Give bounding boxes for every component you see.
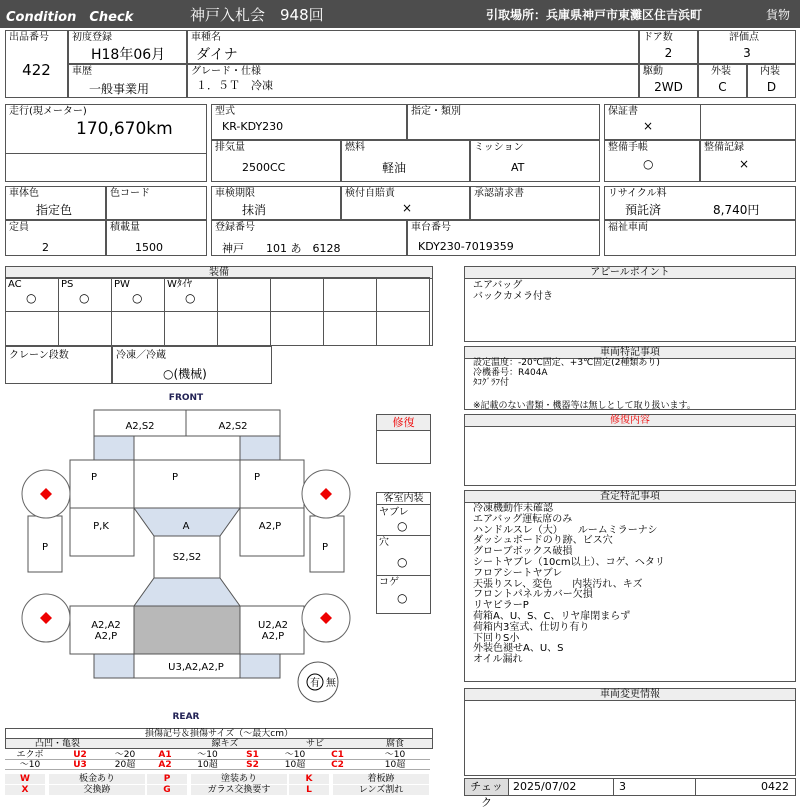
inspector-panel bbox=[464, 490, 796, 682]
auction-name: 神戸入札会 948回 bbox=[190, 6, 324, 24]
inspector-title: 査定特記事項 bbox=[465, 491, 795, 503]
equipment-cell bbox=[323, 277, 377, 312]
liability-box bbox=[341, 186, 470, 220]
damage-rear-bumper: U3,A2,A2,P bbox=[168, 662, 224, 673]
legend-cell: ～20 bbox=[105, 750, 145, 760]
repair-content-panel bbox=[464, 414, 796, 486]
legend-cell: ～10 bbox=[185, 750, 230, 760]
damage-fender-left: P bbox=[90, 472, 98, 483]
header-bar bbox=[0, 0, 800, 28]
cabin-hole-value: ○ bbox=[397, 555, 408, 569]
recycle-amount: 8,740円 bbox=[713, 203, 760, 217]
manual-value: ○ bbox=[643, 157, 654, 171]
taillight-right bbox=[240, 654, 280, 678]
car-name-box bbox=[187, 30, 639, 64]
legend-cell: ～10 bbox=[360, 750, 430, 760]
legend-cell: S1 bbox=[230, 750, 275, 760]
special-line: 設定温度：-20℃固定、+3℃固定(2種類あり) bbox=[473, 358, 660, 368]
displacement-box bbox=[211, 140, 341, 182]
cabin-tear-label: ヤブレ bbox=[379, 507, 409, 518]
equipment-label: PW bbox=[114, 279, 130, 290]
mission-box bbox=[470, 140, 600, 182]
rating-label: 評価点 bbox=[729, 32, 759, 43]
interior-box bbox=[747, 64, 796, 98]
cabin-burn-label: コゲ bbox=[379, 577, 399, 588]
first-reg-label: 初度登録 bbox=[72, 32, 112, 43]
vehicle-category: 貨物 bbox=[766, 8, 791, 22]
exterior-value: C bbox=[718, 80, 727, 94]
equipment-cell bbox=[323, 311, 377, 346]
approval-label: 承認請求書 bbox=[474, 188, 524, 199]
inspector-line: オイル漏れ bbox=[473, 654, 523, 666]
appeal-line: バックカメラ付き bbox=[473, 291, 553, 302]
drive-value: 2WD bbox=[654, 80, 683, 94]
mileage-box bbox=[5, 104, 207, 182]
rating-box bbox=[698, 30, 796, 64]
change-panel bbox=[464, 688, 796, 776]
legend-cell: U3 bbox=[55, 760, 105, 770]
cabin-panel bbox=[376, 492, 431, 614]
headlight-left bbox=[94, 436, 134, 460]
legend-code-text: 塗装あり bbox=[191, 774, 287, 784]
rating-value: 3 bbox=[743, 46, 751, 60]
recycle-status: 預託済 bbox=[625, 203, 662, 217]
damage-rear-left: A2,A2 A2,P bbox=[91, 620, 121, 642]
legend-code-text: ガラス交換要す bbox=[191, 785, 287, 795]
regno-value: 神戸 101 あ 6128 bbox=[222, 242, 341, 255]
equipment-cell bbox=[5, 311, 59, 346]
welfare-box bbox=[604, 220, 796, 256]
history-value: 一般事業用 bbox=[89, 82, 150, 96]
color-code-label: 色コード bbox=[110, 188, 150, 199]
freezer-label: 冷凍／冷蔵 bbox=[116, 350, 166, 361]
change-title: 車両変更情報 bbox=[465, 689, 795, 701]
recycle-box bbox=[604, 186, 796, 220]
legend-code: X bbox=[5, 785, 45, 795]
repair-box bbox=[376, 414, 431, 464]
cabin-title: 客室内装 bbox=[377, 493, 430, 505]
equipment-value: ○ bbox=[185, 291, 196, 305]
inspection-value: 抹消 bbox=[242, 203, 267, 217]
legend-cell: S2 bbox=[230, 760, 275, 770]
inspector-line: 荷箱A、U、S、C、リヤ扉閉まらず bbox=[473, 610, 631, 622]
rear-label: REAR bbox=[172, 712, 200, 722]
panel-door-left bbox=[70, 508, 134, 556]
check-code: 0422 bbox=[761, 780, 789, 793]
crane-label: クレーン段数 bbox=[9, 350, 69, 361]
designation-box bbox=[407, 104, 600, 140]
history-box bbox=[68, 64, 187, 98]
legend-cell: 20超 bbox=[105, 760, 145, 770]
interior-label: 内装 bbox=[760, 66, 780, 77]
headlight-right bbox=[240, 436, 280, 460]
equipment-cell bbox=[376, 311, 430, 346]
chassis-box bbox=[407, 220, 600, 256]
app-title: Condition Check bbox=[6, 10, 134, 25]
car-name-label: 車種名 bbox=[191, 32, 221, 43]
legend-cell: A1 bbox=[145, 750, 185, 760]
mileage-label: 走行(現メーター) bbox=[9, 106, 87, 117]
mileage-value: 170,670km bbox=[76, 119, 173, 139]
car-diagram bbox=[0, 388, 376, 724]
equipment-cell bbox=[270, 311, 324, 346]
legend-code-text: 板金あり bbox=[49, 774, 145, 784]
equipment-cell bbox=[111, 277, 165, 312]
rear-window bbox=[134, 578, 240, 606]
displacement-label: 排気量 bbox=[215, 142, 245, 153]
cabin-tear-value: ○ bbox=[397, 519, 408, 533]
legend-group-dent: 凸凹・亀裂 bbox=[34, 739, 80, 749]
damage-door-right: A2,P bbox=[258, 521, 282, 532]
inspector-line: ダッシュボードのり跡、ビス穴 bbox=[473, 535, 613, 547]
repair-content-title: 修復内容 bbox=[465, 415, 795, 427]
equipment-cell bbox=[270, 277, 324, 312]
grade-box bbox=[187, 64, 639, 98]
record-value: × bbox=[739, 157, 750, 171]
crane-box bbox=[5, 346, 112, 384]
equipment-cell bbox=[58, 311, 112, 346]
regno-label: 登録番号 bbox=[215, 222, 255, 233]
color-value: 指定色 bbox=[36, 203, 73, 217]
liability-value: × bbox=[402, 201, 413, 215]
lot-number: 422 bbox=[22, 61, 51, 79]
legend-cell: ～10 bbox=[275, 750, 315, 760]
damage-door-left: P,K bbox=[93, 521, 109, 532]
legend-cell: A2 bbox=[145, 760, 185, 770]
check-row bbox=[464, 778, 796, 809]
equipment-value: ○ bbox=[79, 291, 90, 305]
inspector-line: 冷凍機動作未確認 bbox=[473, 503, 553, 514]
first-reg-value: H18年06月 bbox=[91, 47, 166, 63]
manual-box bbox=[604, 140, 700, 182]
interior-value: D bbox=[766, 80, 777, 94]
exterior-label: 外装 bbox=[711, 66, 731, 77]
inspector-line: フロアシートヤブレ bbox=[473, 567, 563, 579]
equipment-cell bbox=[164, 277, 218, 312]
load-value: 1500 bbox=[135, 241, 163, 254]
liability-label: 検付自賠責 bbox=[345, 188, 395, 199]
capacity-label: 定員 bbox=[9, 222, 29, 233]
record-label: 整備記録 bbox=[704, 142, 744, 153]
drive-label: 駆動 bbox=[643, 66, 663, 77]
chassis-value: KDY230-7019359 bbox=[418, 240, 514, 253]
history-label: 車歴 bbox=[72, 66, 92, 77]
legend-cell: 10超 bbox=[275, 760, 315, 770]
cabin-burn-value: ○ bbox=[397, 591, 408, 605]
doors-box bbox=[639, 30, 698, 64]
exterior-box bbox=[698, 64, 747, 98]
fuel-value: 軽油 bbox=[382, 161, 407, 175]
repair-label: 修復 bbox=[377, 415, 430, 431]
damage-fender-right: P bbox=[253, 472, 261, 483]
designation-label: 指定・類別 bbox=[411, 106, 461, 117]
inspector-line: 外装色褪せA、U、S bbox=[473, 643, 564, 655]
legend-title: 損傷記号＆損傷サイズ（～最大cm） bbox=[5, 728, 433, 739]
legend-code: L bbox=[289, 785, 329, 795]
appeal-panel bbox=[464, 266, 796, 342]
lot-label: 出品番号 bbox=[9, 32, 49, 43]
panel-hood bbox=[134, 460, 240, 508]
displacement-value: 2500CC bbox=[242, 161, 286, 174]
panel-cargo bbox=[134, 606, 240, 654]
inspector-line: フロントパネルカバー欠損 bbox=[473, 589, 593, 601]
load-box bbox=[106, 220, 207, 256]
color-box bbox=[5, 186, 106, 220]
equipment-value: ○ bbox=[26, 291, 37, 305]
special-panel bbox=[464, 346, 796, 410]
equipment-cell bbox=[5, 277, 59, 312]
panel-fender-right bbox=[240, 460, 304, 508]
manual-label: 整備手帳 bbox=[608, 142, 648, 153]
legend-code: K bbox=[289, 774, 329, 784]
damage-front-right: A2,S2 bbox=[218, 421, 248, 432]
legend-cell: エクボ bbox=[5, 750, 55, 760]
warranty-box bbox=[604, 104, 796, 140]
cabin-hole-label: 穴 bbox=[379, 537, 389, 548]
spare-none: 無 bbox=[326, 678, 336, 689]
inspector-line: リヤピラーP bbox=[473, 600, 529, 612]
equipment-value: ○ bbox=[132, 291, 143, 305]
check-label: チェック bbox=[465, 779, 509, 795]
equipment-label: AC bbox=[8, 279, 22, 290]
color-label: 車体色 bbox=[9, 188, 39, 199]
legend-group-corrosion: 腐食 bbox=[385, 739, 404, 749]
warranty-value: × bbox=[643, 119, 654, 133]
equipment-label: PS bbox=[61, 279, 74, 290]
check-num: 3 bbox=[619, 780, 626, 793]
regno-box bbox=[211, 220, 407, 256]
damage-front-left: A2,S2 bbox=[125, 421, 155, 432]
fuel-box bbox=[341, 140, 470, 182]
appeal-title: アピールポイント bbox=[465, 267, 795, 279]
first-reg-box bbox=[68, 30, 187, 64]
grade-value: １．５Ｔ 冷凍 bbox=[196, 79, 273, 92]
inspection-label: 車検期限 bbox=[215, 188, 255, 199]
spare-yes: 有 bbox=[310, 678, 320, 689]
mission-label: ミッション bbox=[474, 142, 524, 153]
record-box bbox=[700, 140, 796, 182]
panel-door-right bbox=[240, 508, 304, 556]
equipment-label: Wﾀｲﾔ bbox=[167, 279, 192, 290]
car-name-value: ダイナ bbox=[196, 47, 238, 63]
equipment-cell bbox=[376, 277, 430, 312]
pickup-location: 引取場所：兵庫県神戸市東灘区住吉浜町 bbox=[486, 8, 703, 22]
equipment-cell bbox=[217, 277, 271, 312]
legend-group-rust: サビ bbox=[305, 739, 324, 749]
lot-box bbox=[5, 30, 68, 98]
special-line: 冷機番号：R404A bbox=[473, 368, 548, 378]
legend-cell: C2 bbox=[315, 760, 360, 770]
legend-code-text: レンズ割れ bbox=[333, 785, 429, 795]
legend-group-scratch: 線キズ bbox=[211, 739, 239, 749]
legend-code: P bbox=[147, 774, 187, 784]
load-label: 積載量 bbox=[110, 222, 140, 233]
capacity-value: 2 bbox=[42, 241, 49, 254]
check-date: 2025/07/02 bbox=[513, 780, 577, 793]
model-value: KR-KDY230 bbox=[222, 120, 284, 133]
damage-hood: P bbox=[171, 472, 179, 483]
panel-fender-left bbox=[70, 460, 134, 508]
equipment-cell bbox=[111, 311, 165, 346]
legend-code: G bbox=[147, 785, 187, 795]
legend-code-text: 着板跡 bbox=[333, 774, 429, 784]
legend-cell: C1 bbox=[315, 750, 360, 760]
inspection-box bbox=[211, 186, 341, 220]
damage-side-right: P bbox=[321, 542, 329, 553]
equipment-cell bbox=[217, 311, 271, 346]
doors-label: ドア数 bbox=[643, 32, 673, 43]
fuel-label: 燃料 bbox=[345, 142, 365, 153]
inspector-line: 天張りスレ、変色 内装汚れ、キズ bbox=[473, 578, 643, 590]
legend-cell: 10超 bbox=[185, 760, 230, 770]
inspector-line: シートヤブレ（10cm以上）、コゲ、ヘタリ bbox=[473, 556, 665, 568]
special-note: ※記載のない書類・機器等は無しとして取り扱います。 bbox=[473, 401, 696, 411]
equipment-title: 装備 bbox=[6, 267, 432, 279]
legend-cell: 10超 bbox=[360, 760, 430, 770]
damage-roof: S2,S2 bbox=[172, 552, 202, 563]
warranty-label: 保証書 bbox=[608, 106, 638, 117]
taillight-left bbox=[94, 654, 134, 678]
damage-rear-right: U2,A2 A2,P bbox=[257, 620, 289, 642]
freezer-box bbox=[112, 346, 272, 384]
recycle-label: リサイクル料 bbox=[608, 188, 667, 199]
legend-cell: U2 bbox=[55, 750, 105, 760]
color-code-box bbox=[106, 186, 207, 220]
damage-side-left: P bbox=[41, 542, 49, 553]
approval-box bbox=[470, 186, 600, 220]
inspector-line: 荷箱内3室式、仕切り有り bbox=[473, 621, 590, 633]
legend-code-text: 交換跡 bbox=[49, 785, 145, 795]
grade-label: グレード・仕様 bbox=[191, 66, 261, 77]
special-title: 車両特記事項 bbox=[465, 347, 795, 359]
drive-box bbox=[639, 64, 698, 98]
freezer-value: ○(機械) bbox=[163, 367, 207, 381]
doors-value: 2 bbox=[664, 46, 673, 60]
inspector-line: ハンドルスレ（大） ルームミラーナシ bbox=[473, 524, 658, 536]
special-line: ﾀｺｸﾞﾗﾌ付 bbox=[473, 378, 510, 388]
damage-windshield: A bbox=[182, 521, 190, 532]
inspector-line: グローブボックス破損 bbox=[473, 546, 573, 558]
equipment-cell bbox=[164, 311, 218, 346]
front-label: FRONT bbox=[168, 393, 204, 403]
chassis-label: 車台番号 bbox=[411, 222, 451, 233]
mission-value: AT bbox=[511, 161, 525, 174]
appeal-line: エアバッグ bbox=[473, 280, 523, 291]
equipment-cell bbox=[58, 277, 112, 312]
model-box bbox=[211, 104, 407, 140]
model-label: 型式 bbox=[215, 106, 235, 117]
capacity-box bbox=[5, 220, 106, 256]
legend bbox=[5, 728, 433, 798]
legend-code: W bbox=[5, 774, 45, 784]
inspector-line: 下回りS小 bbox=[473, 632, 520, 644]
legend-cell: ～10 bbox=[5, 760, 55, 770]
inspector-line: エアバッグ運転席のみ bbox=[473, 513, 573, 525]
welfare-label: 福祉車両 bbox=[608, 222, 648, 233]
